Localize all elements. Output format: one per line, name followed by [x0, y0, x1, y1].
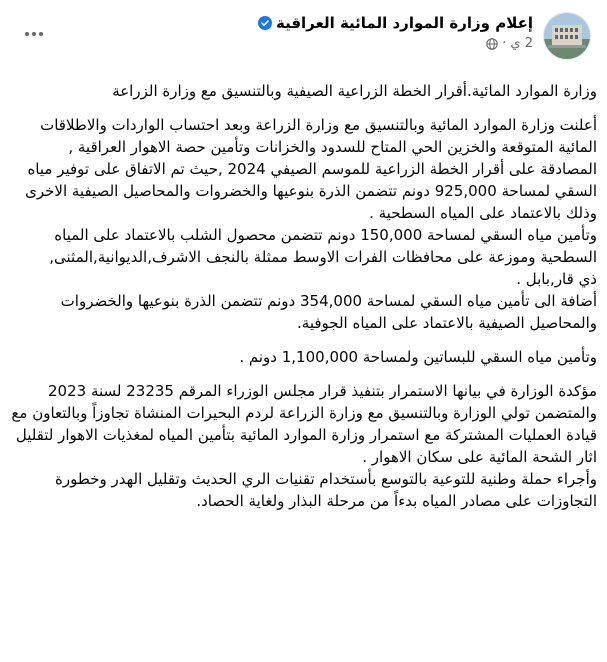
post-paragraph: أعلنت وزارة الموارد المائية وبالتنسيق مع وزارة الزراعة وبعد احتساب الواردات والاطلاقات المائية المتوقعة والخزين الحي المتاح للسدود والخزانات وتأمين حصة الاهوار العراقية , المصادقة على أقرار الخطة الزراعية للموسم الصيفي 2024 ,حيث تم الاتفاق على توفير مياه السقي لمساحة 925,000 دونم تتضمن الذرة بنوعيها والخضروات والمحاصيل الصيفية الاخرى وذلك بالاعتماد على المياه السطحية . وتأمين مياه السقي لمساحة 150,000 دونم تتضمن محصول الشلب بالاعتماد على المياه السطحية وموزعة على محافظات الفرات الاوسط ممثلة بالنجف الاشرف,الديوانية,المثنى, ذي قار,بابل . أضافة الى تأمين مياه السقي لمساحة 354,000 دونم تتضمن الذرة بنوعيها والخضروات والمحاصيل الصيفية بالاعتماد على المياه الجوفية.: [25, 116, 597, 332]
post-headline: وزارة الموارد المائية.أقرار الخطة الزراعية الصيفية وبالتنسيق مع وزارة الزراعة: [112, 82, 597, 100]
post-paragraph: مؤكدة الوزارة في بيانها الاستمرار بتنفيذ قرار مجلس الوزراء المرقم 23235 لسنة 2023 والمتضمن تولي الوزارة وبالتنسيق مع وزارة الزراعة لردم البحيرات المنشاة تجاوزاً وبالتعاون مع قيادة العمليات المشتركة مع استمرار وزارة الموارد المائية بتأمين المياه لمغذيات الاهوار لتقليل اثار الشحة المائية على سكان الاهوار . وأجراء حملة وطنية للتوعية بالتوسع بأستخدام تقنيات الري الحديث وتقليل الهدر وخطورة التجاوزات على مصادر المياه بدءاً من مرحلة البذار ولغاية الحصاد.: [11, 382, 597, 510]
page-name-link[interactable]: إعلام وزارة الموارد المائية العراقية: [275, 14, 533, 32]
post-body: [10, 80, 597, 512]
avatar[interactable]: [543, 12, 591, 60]
more-options-icon: [24, 31, 44, 37]
post-meta: [258, 12, 533, 51]
post-paragraph: وتأمين مياه السقي للبساتين ولمساحة 1,100,000 دونم .: [239, 348, 597, 366]
paragraph-spacer: [10, 102, 597, 114]
name-row: [258, 14, 533, 32]
post-timestamp[interactable]: 2 ي: [510, 36, 533, 51]
verified-badge-icon: [258, 16, 272, 30]
ministry-building-logo-icon: [544, 13, 590, 59]
paragraph-spacer: [10, 368, 597, 380]
more-options-button[interactable]: [16, 16, 52, 52]
paragraph-spacer: [10, 334, 597, 346]
separator-dot: ·: [502, 36, 507, 51]
post-header: [16, 12, 591, 62]
globe-icon[interactable]: [486, 38, 498, 50]
post-subline: [258, 36, 533, 51]
